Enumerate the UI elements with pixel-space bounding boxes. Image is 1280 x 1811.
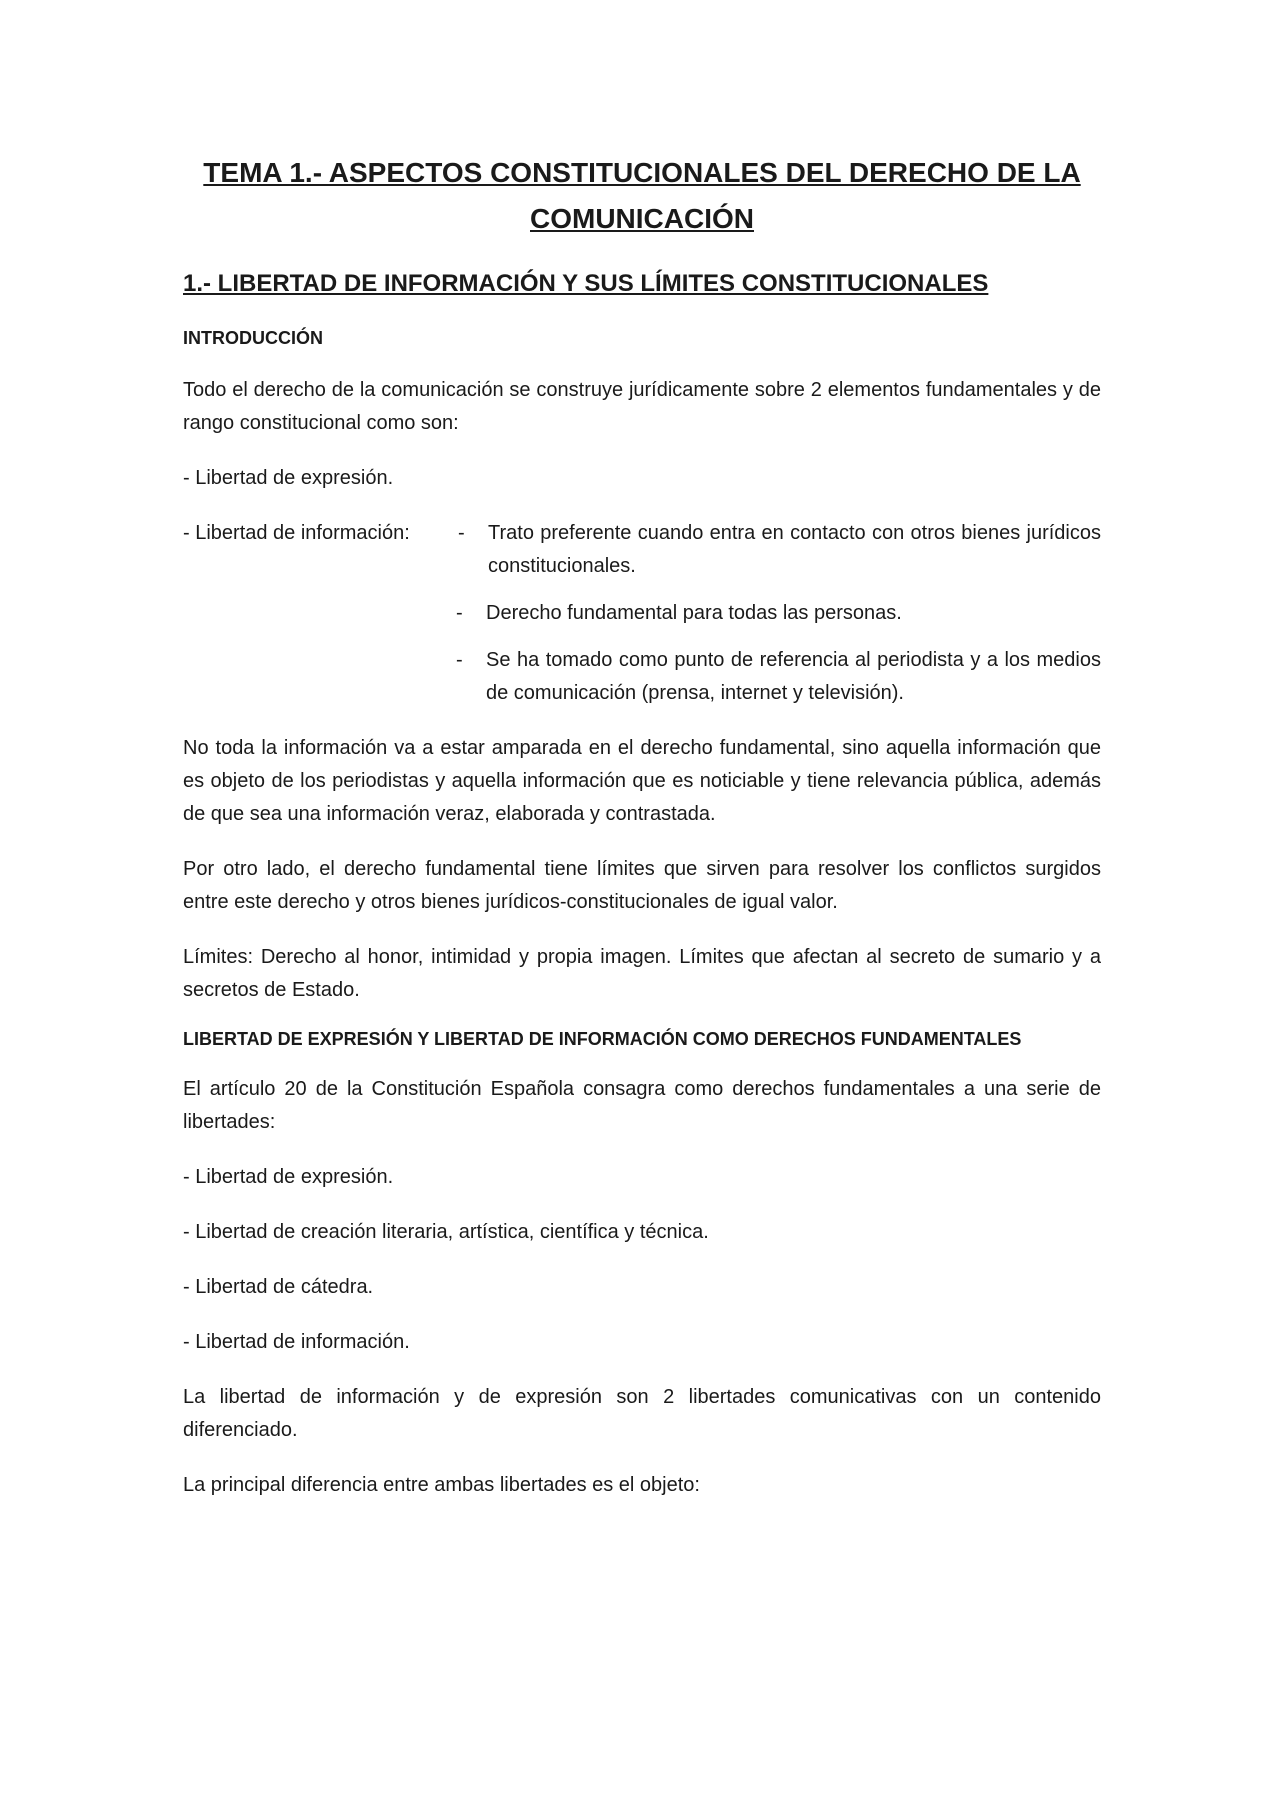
- section-1-title: 1.- LIBERTAD DE INFORMACIÓN Y SUS LÍMITES CONSTITUCIONALES: [183, 270, 989, 297]
- info-subitem: - Se ha tomado como punto de referencia al periodista y a los medios de comunicación (prensa, internet y televisión).: [456, 649, 1101, 704]
- list-item-informacion: - Libertad de información:: [183, 522, 410, 544]
- info-subitem: - Trato preferente cuando entra en contacto con otros bienes jurídicos constitucionales.: [458, 522, 1101, 577]
- document-title: [183, 150, 1101, 242]
- paragraph-limites: Límites: Derecho al honor, intimidad y propia imagen. Límites que afectan al secreto de sumario y a secretos de Estado.: [183, 946, 1101, 1001]
- paragraph-articulo-20: El artículo 20 de la Constitución Española consagra como derechos fundamentales a una serie de libertades:: [183, 1078, 1101, 1133]
- list-item: - Libertad de expresión.: [183, 1166, 394, 1188]
- intro-heading: INTRODUCCIÓN: [183, 328, 323, 348]
- intro-paragraph: Todo el derecho de la comunicación se construye jurídicamente sobre 2 elementos fundamentales y de rango constitucional como son:: [183, 379, 1101, 434]
- paragraph-por-otro-lado: Por otro lado, el derecho fundamental tiene límites que sirven para resolver los conflictos surgidos entre este derecho y otros bienes jurídicos-constitucionales de igual valor.: [183, 858, 1101, 913]
- title-line-2: COMUNICACIÓN: [530, 203, 754, 234]
- paragraph-comunicativas: La libertad de información y de expresión son 2 libertades comunicativas con un contenido diferenciado.: [183, 1386, 1101, 1441]
- heading-libertades: LIBERTAD DE EXPRESIÓN Y LIBERTAD DE INFORMACIÓN COMO DERECHOS FUNDAMENTALES: [183, 1029, 1022, 1049]
- paragraph-diferencia: La principal diferencia entre ambas libertades es el objeto:: [183, 1474, 700, 1496]
- document-page: [183, 150, 1101, 1502]
- info-block: [183, 517, 1101, 710]
- paragraph-no-toda: No toda la información va a estar amparada en el derecho fundamental, sino aquella información que es objeto de los periodistas y aquella información que es noticiable y tiene relevancia pública, además de que sea una información veraz, elaborada y contrastada.: [183, 737, 1101, 825]
- info-subitem: - Derecho fundamental para todas las personas.: [456, 602, 902, 624]
- title-line-1: TEMA 1.- ASPECTOS CONSTITUCIONALES DEL DERECHO DE LA: [203, 157, 1081, 188]
- list-item: - Libertad de información.: [183, 1331, 410, 1353]
- info-subitems: [458, 517, 1101, 710]
- list-item: - Libertad de creación literaria, artística, científica y técnica.: [183, 1221, 709, 1243]
- list-item: - Libertad de cátedra.: [183, 1276, 374, 1298]
- list-item-expresion: - Libertad de expresión.: [183, 467, 394, 489]
